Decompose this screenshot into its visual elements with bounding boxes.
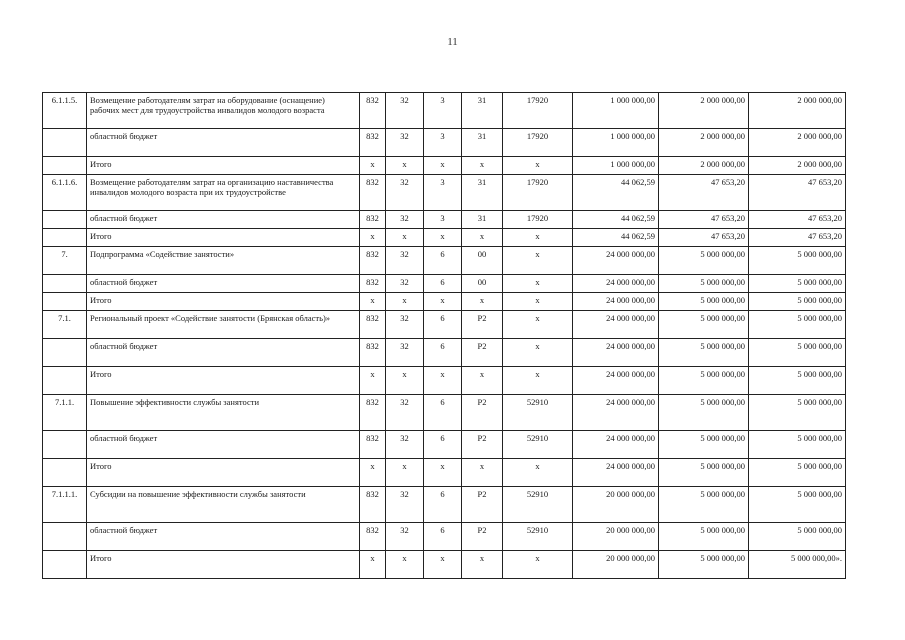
table-row (43, 395, 846, 431)
row-name: областной бюджет (87, 275, 360, 293)
table-body (43, 93, 846, 579)
row-name: Итого (87, 293, 360, 311)
row-code (43, 129, 87, 157)
cell-direction: х (503, 247, 573, 275)
cell-main-activity: Р2 (462, 339, 503, 367)
cell-amount-year-1: 24 000 000,00 (573, 367, 659, 395)
cell-main-activity: 31 (462, 211, 503, 229)
row-code (43, 339, 87, 367)
cell-subprogram: х (424, 293, 462, 311)
cell-subprogram: 3 (424, 175, 462, 211)
cell-program: 32 (386, 395, 424, 431)
cell-direction: 17920 (503, 93, 573, 129)
cell-amount-year-3: 5 000 000,00 (749, 431, 846, 459)
row-name: областной бюджет (87, 211, 360, 229)
cell-program: х (386, 293, 424, 311)
cell-direction: 17920 (503, 175, 573, 211)
cell-amount-year-1: 1 000 000,00 (573, 157, 659, 175)
cell-glavnyi-rasporyaditel: х (360, 367, 386, 395)
cell-main-activity: 31 (462, 129, 503, 157)
cell-amount-year-3: 2 000 000,00 (749, 157, 846, 175)
row-code: 6.1.1.5. (43, 93, 87, 129)
cell-subprogram: 6 (424, 275, 462, 293)
cell-direction: 17920 (503, 129, 573, 157)
cell-amount-year-3: 5 000 000,00 (749, 339, 846, 367)
cell-direction: 52910 (503, 431, 573, 459)
table-row (43, 431, 846, 459)
cell-amount-year-2: 5 000 000,00 (659, 395, 749, 431)
cell-main-activity: х (462, 367, 503, 395)
cell-glavnyi-rasporyaditel: 832 (360, 523, 386, 551)
cell-amount-year-2: 5 000 000,00 (659, 367, 749, 395)
table-row (43, 175, 846, 211)
cell-amount-year-2: 5 000 000,00 (659, 293, 749, 311)
cell-glavnyi-rasporyaditel: 832 (360, 487, 386, 523)
cell-main-activity: 31 (462, 93, 503, 129)
cell-glavnyi-rasporyaditel: 832 (360, 311, 386, 339)
cell-main-activity: 31 (462, 175, 503, 211)
cell-amount-year-3: 47 653,20 (749, 229, 846, 247)
cell-main-activity: Р2 (462, 431, 503, 459)
row-code: 7.1. (43, 311, 87, 339)
cell-glavnyi-rasporyaditel: х (360, 157, 386, 175)
cell-direction: х (503, 293, 573, 311)
cell-direction: х (503, 157, 573, 175)
cell-amount-year-1: 44 062,59 (573, 175, 659, 211)
table-row (43, 211, 846, 229)
cell-main-activity: Р2 (462, 523, 503, 551)
cell-amount-year-3: 5 000 000,00 (749, 523, 846, 551)
cell-amount-year-1: 20 000 000,00 (573, 523, 659, 551)
cell-amount-year-1: 24 000 000,00 (573, 339, 659, 367)
row-name: Субсидии на повышение эффективности службы занятости (87, 487, 360, 523)
row-name: Итого (87, 367, 360, 395)
cell-amount-year-2: 47 653,20 (659, 175, 749, 211)
table-row (43, 339, 846, 367)
cell-subprogram: х (424, 157, 462, 175)
table-row (43, 367, 846, 395)
cell-subprogram: 6 (424, 339, 462, 367)
row-name: областной бюджет (87, 431, 360, 459)
row-code (43, 523, 87, 551)
cell-amount-year-2: 5 000 000,00 (659, 523, 749, 551)
cell-glavnyi-rasporyaditel: 832 (360, 395, 386, 431)
cell-program: 32 (386, 211, 424, 229)
cell-direction: 52910 (503, 523, 573, 551)
cell-amount-year-1: 24 000 000,00 (573, 293, 659, 311)
cell-amount-year-1: 24 000 000,00 (573, 247, 659, 275)
cell-program: 32 (386, 175, 424, 211)
cell-glavnyi-rasporyaditel: 832 (360, 129, 386, 157)
row-name: Итого (87, 157, 360, 175)
row-name: Повышение эффективности службы занятости (87, 395, 360, 431)
cell-program: х (386, 551, 424, 579)
cell-program: х (386, 229, 424, 247)
row-name: Итого (87, 551, 360, 579)
table-row (43, 229, 846, 247)
cell-amount-year-2: 2 000 000,00 (659, 93, 749, 129)
cell-amount-year-3: 47 653,20 (749, 211, 846, 229)
row-code: 7. (43, 247, 87, 275)
table-row (43, 293, 846, 311)
cell-glavnyi-rasporyaditel: 832 (360, 93, 386, 129)
row-code: 7.1.1.1. (43, 487, 87, 523)
cell-amount-year-3: 2 000 000,00 (749, 93, 846, 129)
cell-main-activity: х (462, 551, 503, 579)
row-name: Итого (87, 229, 360, 247)
cell-amount-year-3: 5 000 000,00 (749, 311, 846, 339)
cell-amount-year-3: 5 000 000,00». (749, 551, 846, 579)
row-code (43, 229, 87, 247)
cell-amount-year-2: 2 000 000,00 (659, 157, 749, 175)
cell-amount-year-3: 5 000 000,00 (749, 247, 846, 275)
cell-subprogram: 6 (424, 247, 462, 275)
table-row (43, 247, 846, 275)
row-name: Итого (87, 459, 360, 487)
cell-main-activity: 00 (462, 247, 503, 275)
table-row (43, 157, 846, 175)
cell-glavnyi-rasporyaditel: 832 (360, 431, 386, 459)
cell-main-activity: х (462, 157, 503, 175)
cell-main-activity: 00 (462, 275, 503, 293)
cell-subprogram: х (424, 229, 462, 247)
cell-direction: 52910 (503, 487, 573, 523)
cell-amount-year-2: 5 000 000,00 (659, 275, 749, 293)
cell-main-activity: Р2 (462, 395, 503, 431)
cell-direction: х (503, 275, 573, 293)
cell-subprogram: 3 (424, 211, 462, 229)
cell-amount-year-3: 5 000 000,00 (749, 487, 846, 523)
cell-amount-year-1: 1 000 000,00 (573, 129, 659, 157)
table-row (43, 311, 846, 339)
cell-amount-year-1: 24 000 000,00 (573, 395, 659, 431)
cell-main-activity: х (462, 293, 503, 311)
cell-amount-year-1: 24 000 000,00 (573, 431, 659, 459)
cell-subprogram: 3 (424, 129, 462, 157)
cell-subprogram: 6 (424, 395, 462, 431)
table-row (43, 93, 846, 129)
cell-amount-year-1: 44 062,59 (573, 211, 659, 229)
cell-direction: х (503, 459, 573, 487)
cell-direction: х (503, 311, 573, 339)
cell-direction: 17920 (503, 211, 573, 229)
row-code (43, 157, 87, 175)
cell-amount-year-2: 5 000 000,00 (659, 339, 749, 367)
cell-glavnyi-rasporyaditel: 832 (360, 211, 386, 229)
table-row (43, 459, 846, 487)
cell-glavnyi-rasporyaditel: х (360, 551, 386, 579)
cell-glavnyi-rasporyaditel: 832 (360, 339, 386, 367)
row-name: Региональный проект «Содействие занятости (Брянская область)» (87, 311, 360, 339)
cell-glavnyi-rasporyaditel: х (360, 293, 386, 311)
cell-amount-year-1: 44 062,59 (573, 229, 659, 247)
cell-amount-year-3: 5 000 000,00 (749, 459, 846, 487)
cell-amount-year-1: 20 000 000,00 (573, 487, 659, 523)
row-name: Подпрограмма «Содействие занятости» (87, 247, 360, 275)
table-row (43, 523, 846, 551)
cell-subprogram: 3 (424, 93, 462, 129)
cell-main-activity: х (462, 229, 503, 247)
cell-main-activity: Р2 (462, 311, 503, 339)
row-code (43, 367, 87, 395)
cell-direction: х (503, 367, 573, 395)
cell-program: 32 (386, 93, 424, 129)
cell-direction: х (503, 229, 573, 247)
row-name: Возмещение работодателям затрат на организацию наставничества инвалидов молодого возраста при их трудоустройстве (87, 175, 360, 211)
cell-amount-year-2: 2 000 000,00 (659, 129, 749, 157)
cell-program: 32 (386, 487, 424, 523)
table-row (43, 275, 846, 293)
cell-amount-year-1: 1 000 000,00 (573, 93, 659, 129)
cell-amount-year-3: 47 653,20 (749, 175, 846, 211)
cell-subprogram: 6 (424, 487, 462, 523)
row-code: 6.1.1.6. (43, 175, 87, 211)
cell-program: 32 (386, 275, 424, 293)
row-name: Возмещение работодателям затрат на оборудование (оснащение) рабочих мест для трудоустройства инвалидов молодого возраста (87, 93, 360, 129)
cell-subprogram: 6 (424, 431, 462, 459)
table-row (43, 129, 846, 157)
page-number: 11 (447, 36, 458, 48)
cell-program: 32 (386, 129, 424, 157)
cell-main-activity: х (462, 459, 503, 487)
cell-glavnyi-rasporyaditel: 832 (360, 175, 386, 211)
cell-amount-year-2: 5 000 000,00 (659, 431, 749, 459)
cell-subprogram: х (424, 551, 462, 579)
cell-program: х (386, 367, 424, 395)
cell-amount-year-1: 20 000 000,00 (573, 551, 659, 579)
cell-amount-year-1: 24 000 000,00 (573, 459, 659, 487)
cell-glavnyi-rasporyaditel: 832 (360, 247, 386, 275)
cell-amount-year-3: 5 000 000,00 (749, 367, 846, 395)
cell-amount-year-2: 5 000 000,00 (659, 459, 749, 487)
cell-subprogram: 6 (424, 523, 462, 551)
cell-direction: 52910 (503, 395, 573, 431)
cell-program: х (386, 459, 424, 487)
cell-main-activity: Р2 (462, 487, 503, 523)
row-name: областной бюджет (87, 523, 360, 551)
cell-program: 32 (386, 431, 424, 459)
cell-amount-year-3: 2 000 000,00 (749, 129, 846, 157)
cell-amount-year-2: 5 000 000,00 (659, 311, 749, 339)
cell-amount-year-2: 5 000 000,00 (659, 487, 749, 523)
cell-subprogram: 6 (424, 311, 462, 339)
cell-amount-year-2: 5 000 000,00 (659, 551, 749, 579)
row-code (43, 459, 87, 487)
cell-subprogram: х (424, 367, 462, 395)
cell-amount-year-3: 5 000 000,00 (749, 395, 846, 431)
cell-glavnyi-rasporyaditel: 832 (360, 275, 386, 293)
cell-program: 32 (386, 339, 424, 367)
row-code: 7.1.1. (43, 395, 87, 431)
cell-program: х (386, 157, 424, 175)
row-code (43, 293, 87, 311)
table-row (43, 487, 846, 523)
row-name: областной бюджет (87, 339, 360, 367)
cell-amount-year-1: 24 000 000,00 (573, 275, 659, 293)
table-row (43, 551, 846, 579)
cell-amount-year-3: 5 000 000,00 (749, 275, 846, 293)
cell-direction: х (503, 551, 573, 579)
cell-amount-year-2: 47 653,20 (659, 211, 749, 229)
cell-amount-year-2: 5 000 000,00 (659, 247, 749, 275)
cell-program: 32 (386, 311, 424, 339)
cell-amount-year-3: 5 000 000,00 (749, 293, 846, 311)
row-code (43, 275, 87, 293)
budget-table (42, 92, 846, 579)
row-name: областной бюджет (87, 129, 360, 157)
row-code (43, 551, 87, 579)
row-code (43, 431, 87, 459)
cell-program: 32 (386, 523, 424, 551)
cell-subprogram: х (424, 459, 462, 487)
cell-direction: х (503, 339, 573, 367)
cell-amount-year-2: 47 653,20 (659, 229, 749, 247)
cell-glavnyi-rasporyaditel: х (360, 459, 386, 487)
row-code (43, 211, 87, 229)
cell-glavnyi-rasporyaditel: х (360, 229, 386, 247)
cell-program: 32 (386, 247, 424, 275)
cell-amount-year-1: 24 000 000,00 (573, 311, 659, 339)
